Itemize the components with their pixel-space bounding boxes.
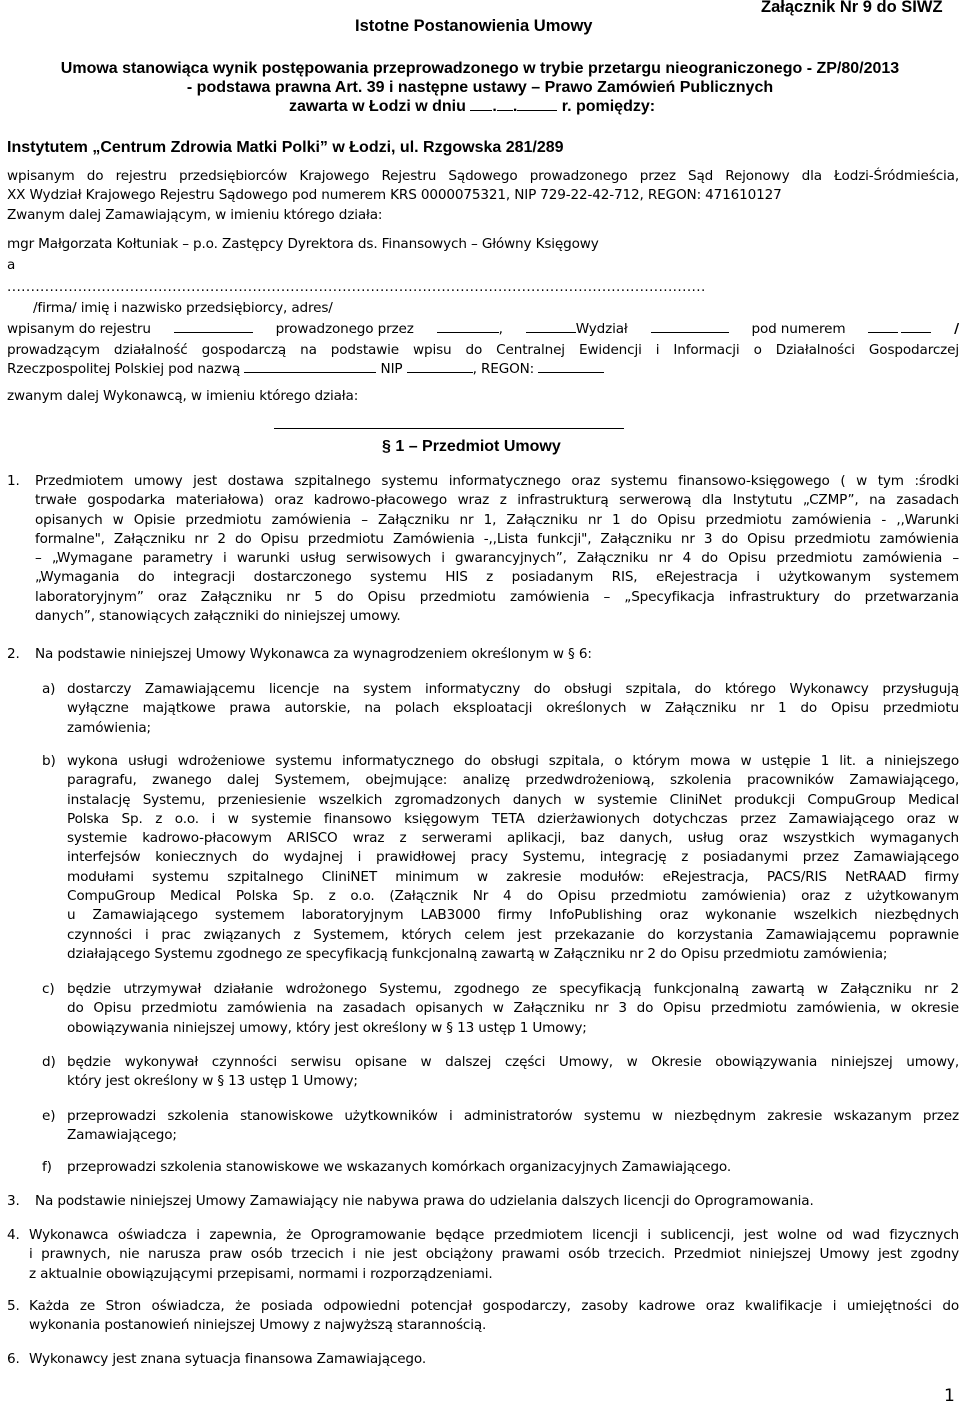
item-line: Wykonawca oświadcza i zapewnia, że Oprogramowanie będące przedmiotem licencji i sublicencji, jest wolne od wad fizycznych	[29, 1227, 959, 1243]
register-label: wpisanym do rejestru	[7, 321, 151, 337]
item-line: wykonania postanowień niniejszej Umowy z najwyższą starannością.	[29, 1317, 487, 1334]
subitem-letter: e)	[42, 1108, 56, 1124]
subitem-d-text	[67, 1053, 959, 1092]
signature-line	[274, 428, 624, 429]
party1-representative: mgr Małgorzata Kołtuniak – p.o. Zastępcy Dyrektora ds. Finansowych – Główny Księgowy	[7, 236, 599, 252]
item-line: formalne", Załączniku nr 2 do Opisu przedmiotu Zamówienia -,,Lista funkcji", Załączniku nr 3 do Opisu przedmiotu zamówienia	[35, 530, 959, 547]
date-dot-2: .	[512, 98, 518, 115]
subitem-a-text	[67, 680, 959, 738]
item-line: z aktualnie obowiązującymi przepisami, normami i rozporządzeniami.	[29, 1265, 493, 1282]
subitem-line: instalację Systemu, przeniesienie wszelkich zgromadzonych danych w systemie CliniNet produkcji CompuGroup Medical	[67, 791, 959, 808]
subitem-b-text	[67, 752, 959, 964]
number-slash: /	[954, 321, 959, 337]
register-by-label: prowadzonego przez	[275, 321, 414, 337]
party2-conjunction: a	[7, 257, 16, 273]
intro-line-2: - podstawa prawna Art. 39 i następne ustawy – Prawo Zamówień Publicznych	[186, 79, 774, 96]
nip-label: NIP	[380, 361, 403, 377]
division-label: Wydział	[575, 321, 628, 337]
register-comma: ,	[498, 321, 503, 337]
party2-ceidg	[7, 341, 959, 360]
document-title: Istotne Postanowienia Umowy	[355, 17, 593, 35]
subitem-line: przeprowadzi szkolenia stanowiskowe użytkowników i administratorów systemu w niezbędnym zakresie wskazanym przez	[67, 1108, 959, 1124]
number-label: pod numerem	[751, 321, 846, 337]
item-number: 6.	[7, 1351, 20, 1367]
subitem-letter: c)	[42, 981, 55, 997]
subitem-line: Polska Sp. z o.o. i w systemie finansowo księgowym TETA dzierżawionych dotychczas przez Zamawiającego oraz w	[67, 810, 959, 827]
item-number: 5.	[7, 1298, 20, 1314]
month-blank	[497, 98, 513, 111]
subitem-line: systemie kadrowo-płacowym ARISCO wraz z serwerami aplikacji, baz danych, usług oraz wszystkich wymaganych	[67, 830, 959, 847]
subitem-line: będzie wykonywał czynności serwisu opisane w dalszej części Umowy, w Okresie obowiązywania niniejszej umowy,	[67, 1054, 959, 1070]
item-line: Każda ze Stron oświadcza, że posiada odpowiedni potencjał gospodarczy, zasoby kadrowe oraz kwalifikacje i umiejętności do	[29, 1298, 959, 1314]
ceidg-line: prowadzącym działalność gospodarczą na podstawie wpisu do Centralnej Ewidencji i Informacji o Działalności Gospodarczej	[7, 342, 959, 358]
party1-details	[7, 167, 959, 225]
subitem-line: modułami systemu szpitalnego CliniNET minimum w zakresie modułów: eRejestracja, PACS/RIS NetRAAD firmy	[67, 868, 959, 885]
division-blank	[526, 320, 576, 333]
section-1-title: § 1 – Przedmiot Umowy	[382, 438, 561, 455]
item-number: 2.	[7, 646, 20, 662]
party1-name: Instytutem „Centrum Zdrowia Matki Polki” w Łodzi, ul. Rzgowska 281/289	[7, 139, 564, 156]
company-name-label: Rzeczpospolitej Polskiej pod nazwą	[7, 361, 241, 377]
subitem-c-text	[67, 980, 959, 1038]
subitem-line: wykona usługi wdrożeniowe systemu informatycznego do obsługi szpitala, o którym mowa w ustępie 1 lit. a niniejszego	[67, 753, 959, 769]
item-line: – „Wymagane parametry i warunki usług serwisowych i gwarancyjnych”, Załączniku nr 4 do Opisu przedmiotu zamówienia –	[35, 550, 959, 567]
division-number-blank	[651, 320, 729, 333]
item-number: 3.	[7, 1193, 20, 1209]
subitem-line: Zamawiającego;	[67, 1127, 177, 1144]
intro-date-prefix: zawarta w Łodzi w dniu	[289, 98, 466, 115]
party1-line: wpisanym do rejestru przedsiębiorców Krajowego Rejestru Sądowego prowadzonego przez Sąd Rejonowy dla Łodzi-Śródmieścia,	[7, 168, 959, 184]
party2-name-line	[7, 360, 604, 379]
item-5-text	[29, 1297, 959, 1336]
nip-blank	[407, 360, 473, 373]
subitem-line: CompuGroup Medical Polska Sp. z o.o. (Załącznik Nr 4 do Opisu przedmiotu zamówienia) oraz z użytkowanym	[67, 888, 959, 905]
item-line: laboratoryjnym” oraz Załączniku nr 5 do Opisu przedmiotu zamówienia – „Specyfikacja infrastruktury do przetwarzania	[35, 588, 959, 605]
attachment-label: Załącznik Nr 9 do SIWZ	[761, 0, 943, 16]
party2-firm-label: /firma/ imię i nazwisko przedsiębiorcy, adres/	[33, 300, 333, 316]
subitem-line: wyłączne majątkowe prawa autorskie, na polach eksploatacji określonych w Załączniku nr 1 do Opisu przedmiotu	[67, 700, 959, 717]
court-blank	[437, 320, 499, 333]
item-1-text	[35, 472, 959, 626]
year-blank	[517, 98, 557, 111]
subitem-letter: b)	[42, 753, 56, 769]
subitem-line: u Zamawiającego systemem laboratoryjnym LAB3000 firmy InfoPublishing oraz wykonanie wszelkich niezbędnych	[67, 907, 959, 924]
item-line: opisanych w Opisie przedmiotu zamówienia – Załączniku nr 1, Załączniku nr 1 do Opisu przedmiotu zamówienia - ,,Warunki	[35, 511, 959, 528]
subitem-line: dostarczy Zamawiającemu licencje na system informatyczny do obsługi szpitala, do którego Wykonawcy przysługują	[67, 681, 959, 697]
company-name-blank	[244, 360, 376, 373]
item-3-text: Na podstawie niniejszej Umowy Zamawiający nie nabywa prawa do udzielania dalszych licencji do Oprogramowania.	[35, 1193, 814, 1209]
item-line: trwałe gospodarka materiałowa) oraz kadrowo-płacowego wraz z infrastrukturą serwerową dla Instytutu „CZMP”, na zasadach	[35, 492, 959, 509]
subitem-line: będzie utrzymywał działanie wdrożonego Systemu, zgodnego ze specyfikacją funkcjonalną zawartą w Załączniku nr 2	[67, 981, 959, 997]
intro-date-suffix: r. pomiędzy:	[561, 98, 656, 115]
subitem-line: do Opisu przedmiotu zamówienia na zasadach opisanych w Załączniku nr 3 do Opisu przedmiotu zamówienia, w okresie	[67, 1000, 959, 1017]
item-line: i prawnych, nie narusza praw osób trzecich i nie jest obciążony prawami osób trzecich. Przedmiot niniejszej Umowy jest zgodny	[29, 1246, 959, 1263]
intro-line-3	[289, 98, 655, 116]
item-line: Przedmiotem umowy jest dostawa szpitalnego systemu informatycznego oraz systemu finansowo-księgowego ( w tym :środki	[35, 473, 959, 489]
subitem-line: zamówienia;	[67, 719, 151, 736]
regon-blank	[538, 360, 604, 373]
subitem-letter: d)	[42, 1054, 56, 1070]
item-number: 1.	[7, 473, 20, 489]
subitem-line: interfejsów koniecznych do wydajnej i prawidłowej pracy Systemu, integrację z posiadanymi przez Zamawiającego	[67, 849, 959, 866]
subitem-letter: a)	[42, 681, 56, 697]
subitem-line: który jest określony w § 13 ustęp 1 Umowy;	[67, 1073, 358, 1090]
subitem-line: czynności i prac związanych z Systemem, których celem jest przekazanie do korzystania Zamawiającemu poprawnie	[67, 926, 959, 943]
subitem-e-text	[67, 1107, 959, 1146]
subitem-line: działającego Systemu zgodnego ze specyfikacją funkcjonalną zawartą w Załączniku nr 2 do Opisu przedmiotu zamówienia;	[67, 945, 888, 962]
party1-line: XX Wydział Krajowego Rejestru Sądowego pod numerem KRS 0000075321, NIP 729-22-42-712, REGON: 471610127	[7, 187, 782, 204]
intro-line-1: Umowa stanowiąca wynik postępowania przeprowadzonego w trybie przetargu nieograniczonego - ZP/80/2013	[60, 60, 900, 77]
number-blank-2	[901, 320, 931, 333]
party1-line: Zwanym dalej Zamawiającym, w imieniu którego działa:	[7, 206, 383, 223]
page-number: 1	[944, 1386, 955, 1406]
item-4-text	[29, 1226, 959, 1284]
regon-label: , REGON:	[472, 361, 535, 377]
subitem-line: obowiązywania niniejszej umowy, który jest określony w § 13 ustęp 1 Umowy;	[67, 1019, 587, 1036]
party2-register-line	[7, 320, 959, 339]
item-2-text: Na podstawie niniejszej Umowy Wykonawca za wynagrodzeniem określonym w § 6:	[35, 646, 592, 662]
item-line: „Wymagania do integracji dostarczonego systemu HIS z posiadanym RIS, eRejestracja i użytkowanym systemem	[35, 569, 959, 586]
subitem-f-text: przeprowadzi szkolenia stanowiskowe we wskazanych komórkach organizacyjnych Zamawiającego.	[67, 1159, 732, 1175]
subitem-letter: f)	[42, 1159, 52, 1175]
day-blank	[470, 98, 492, 111]
party2-dots: ....................................................................................................................................................	[7, 279, 706, 295]
item-line: danych”, stanowiących załączniki do niniejszej umowy.	[35, 608, 401, 625]
item-number: 4.	[7, 1227, 20, 1243]
party2-contractor-label: zwanym dalej Wykonawcą, w imieniu którego działa:	[7, 388, 359, 404]
item-6-text: Wykonawcy jest znana sytuacja finansowa Zamawiającego.	[29, 1351, 426, 1367]
subitem-line: paragrafu, zwanego dalej Systemem, obejmujące: analizę przedwdrożeniową, szkolenia pracowników Zamawiającego,	[67, 772, 959, 789]
number-blank-1	[868, 320, 898, 333]
date-dot-1: .	[492, 98, 497, 115]
register-blank-2	[203, 320, 253, 333]
